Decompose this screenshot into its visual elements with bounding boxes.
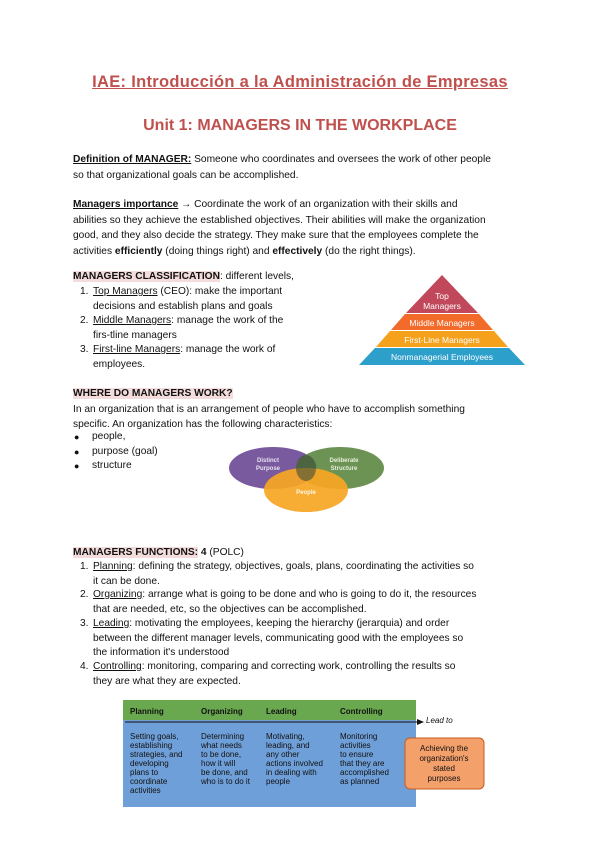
polc-result-line: purposes bbox=[427, 774, 461, 783]
venn-structure-label-2: Structure bbox=[330, 466, 358, 472]
polc-cell: activities bbox=[340, 741, 371, 750]
pyramid-base-label: Nonmanagerial Employees bbox=[390, 352, 494, 362]
polc-cell: who is to do it bbox=[201, 777, 250, 786]
importance-text-4c: (doing things right) and bbox=[162, 245, 273, 257]
polc-header-controlling: Controlling bbox=[340, 707, 383, 716]
functions-label: MANAGERS FUNCTIONS: bbox=[73, 547, 199, 558]
definition-label: Definition of MANAGER: bbox=[73, 154, 192, 165]
bullet-text: people, bbox=[92, 431, 126, 442]
controlling-term: Controlling bbox=[93, 661, 142, 672]
polc-cell: in dealing with bbox=[266, 768, 317, 777]
polc-cell: strategies, and bbox=[130, 750, 183, 759]
polc-header-leading: Leading bbox=[266, 707, 297, 716]
importance-paragraph bbox=[73, 197, 526, 259]
definition-text-2: so that organizational goals can be accomplished. bbox=[73, 169, 299, 181]
management-pyramid bbox=[345, 275, 545, 367]
item-text: that are needed, etc, so the objectives can be accomplished. bbox=[93, 603, 367, 615]
polc-cell: Motivating, bbox=[266, 732, 305, 741]
bullet-people: ● people, bbox=[74, 431, 126, 442]
polc-cell: to ensure bbox=[340, 750, 374, 759]
polc-header-planning: Planning bbox=[130, 707, 164, 716]
venn-purpose-label-1: Distinct bbox=[256, 458, 280, 464]
planning-term: Planning bbox=[93, 561, 133, 572]
item-text: : manage the work of the bbox=[171, 315, 284, 326]
function-item-leading bbox=[80, 617, 527, 661]
polc-cell: leading, and bbox=[266, 741, 310, 750]
classification-item-2 bbox=[80, 314, 323, 343]
polc-cell: developing bbox=[130, 759, 169, 768]
pyramid-middle-label: Middle Managers bbox=[409, 318, 475, 328]
efficiently-term: efficiently bbox=[114, 245, 163, 257]
pyramid-top-label-2: Managers bbox=[423, 301, 461, 311]
polc-arrow-head bbox=[417, 719, 424, 725]
polc-cell: plans to bbox=[130, 768, 159, 777]
item-text: : manage the work of bbox=[180, 344, 276, 355]
classification-rest: : different levels, bbox=[219, 271, 294, 282]
item-number: 4. bbox=[80, 661, 89, 672]
polc-lead-to-label: Lead to bbox=[426, 716, 453, 725]
polc-cell: that they are bbox=[340, 759, 385, 768]
item-number: 3. bbox=[80, 344, 89, 355]
importance-text-2: abilities so they achieve the established objectives. Their abilities will make the organization bbox=[73, 214, 486, 226]
polc-cell: Setting goals, bbox=[130, 732, 179, 741]
item-text: : defining the strategy, objectives, goals, plans, coordinating the activities so bbox=[132, 561, 474, 572]
organization-venn-diagram bbox=[228, 446, 388, 514]
venn-purpose-label-2: Purpose bbox=[255, 466, 281, 472]
item-number: 3. bbox=[80, 618, 89, 629]
item-number: 1. bbox=[80, 561, 89, 572]
polc-cell: any other bbox=[266, 750, 300, 759]
function-item-planning bbox=[80, 560, 527, 589]
pyramid-top-label-1: Top bbox=[435, 291, 449, 301]
definition-paragraph bbox=[73, 152, 526, 183]
pyramid-first-line-label: First-Line Managers bbox=[404, 335, 480, 345]
function-item-controlling bbox=[80, 660, 527, 689]
item-text: firs-tline managers bbox=[93, 329, 177, 341]
item-text: they are what they are expected. bbox=[93, 675, 241, 687]
importance-label: Managers importance bbox=[73, 199, 179, 210]
functions-rest: (POLC) bbox=[206, 547, 244, 558]
function-item-organizing bbox=[80, 588, 527, 617]
classification-item-3 bbox=[80, 343, 323, 372]
polc-cell: to be done, bbox=[201, 750, 242, 759]
item-number: 2. bbox=[80, 315, 89, 326]
item-text: it can be done. bbox=[93, 575, 160, 587]
item-text: : monitoring, comparing and correcting work, controlling the results so bbox=[141, 661, 456, 672]
polc-cell: coordinate bbox=[130, 777, 168, 786]
importance-text-3: good, and they also decide the strategy. They make sure that the employees complete the bbox=[73, 230, 479, 241]
unit-title: Unit 1: MANAGERS IN THE WORKPLACE bbox=[143, 117, 457, 134]
polc-cell: Determining bbox=[201, 732, 245, 741]
bullet-purpose: ● purpose (goal) bbox=[74, 446, 158, 457]
polc-cell: be done, and bbox=[201, 768, 248, 777]
polc-cell: accomplished bbox=[340, 768, 389, 777]
polc-result-line: organization's bbox=[419, 754, 469, 763]
importance-text-1: → Coordinate the work of an organization with their skills and bbox=[178, 199, 458, 210]
venn-people-label: People bbox=[296, 490, 316, 496]
where-heading: WHERE DO MANAGERS WORK? bbox=[73, 388, 233, 399]
polc-cell: how it will bbox=[201, 759, 236, 768]
item-text: between the different manager levels, communicating good with the employees so bbox=[93, 632, 464, 644]
polc-header-organizing: Organizing bbox=[201, 707, 243, 716]
document-title: IAE: Introducción a la Administración de Empresas bbox=[92, 73, 508, 91]
item-text: : arrange what is going to be done and who is going to do it, the resources bbox=[142, 589, 477, 600]
bullet-text: purpose (goal) bbox=[92, 446, 158, 457]
importance-text-4e: (do the right things). bbox=[322, 245, 416, 257]
polc-result-line: stated bbox=[433, 764, 455, 773]
importance-text-4a: activities bbox=[73, 245, 115, 257]
item-number: 1. bbox=[80, 286, 89, 297]
item-number: 2. bbox=[80, 589, 89, 600]
item-text: (CEO): make the important bbox=[157, 286, 283, 297]
functions-heading bbox=[73, 545, 526, 561]
polc-cell: people bbox=[266, 777, 291, 786]
item-text: decisions and establish plans and goals bbox=[93, 300, 273, 312]
classification-item-1 bbox=[80, 285, 323, 314]
middle-managers-term: Middle Managers bbox=[93, 315, 172, 326]
effectively-term: effectively bbox=[272, 245, 323, 257]
bullet-structure: ● structure bbox=[74, 460, 132, 471]
top-managers-term: Top Managers bbox=[93, 286, 158, 297]
bullet-text: structure bbox=[92, 460, 132, 471]
where-text-2: specific. An organization has the following characteristics: bbox=[73, 419, 333, 430]
item-text: employees. bbox=[93, 358, 146, 370]
where-text-1: In an organization that is an arrangement of people who have to accomplish something bbox=[73, 403, 465, 415]
organizing-term: Organizing bbox=[93, 589, 143, 600]
venn-overlap bbox=[296, 455, 316, 481]
polc-diagram bbox=[123, 700, 495, 808]
classification-label: MANAGERS CLASSIFICATION bbox=[73, 271, 220, 282]
polc-cell: activities bbox=[130, 786, 161, 795]
polc-cell: what needs bbox=[201, 741, 242, 750]
polc-cell: as planned bbox=[340, 777, 380, 786]
polc-cell: Monitoring bbox=[340, 732, 378, 741]
functions-count: 4 bbox=[198, 547, 207, 558]
first-line-managers-term: First-line Managers bbox=[93, 344, 181, 355]
definition-text-1: Someone who coordinates and oversees the work of other people bbox=[191, 154, 491, 165]
polc-cell: actions involved bbox=[266, 759, 323, 768]
item-text: the information it's understood bbox=[93, 647, 230, 658]
leading-term: Leading bbox=[93, 618, 130, 629]
item-text: : motivating the employees, keeping the hierarchy (jerarquia) and order bbox=[129, 618, 450, 629]
polc-cell: establishing bbox=[130, 741, 173, 750]
polc-result-line: Achieving the bbox=[419, 744, 469, 753]
where-section bbox=[73, 386, 526, 433]
venn-structure-label-1: Deliberate bbox=[329, 458, 359, 464]
